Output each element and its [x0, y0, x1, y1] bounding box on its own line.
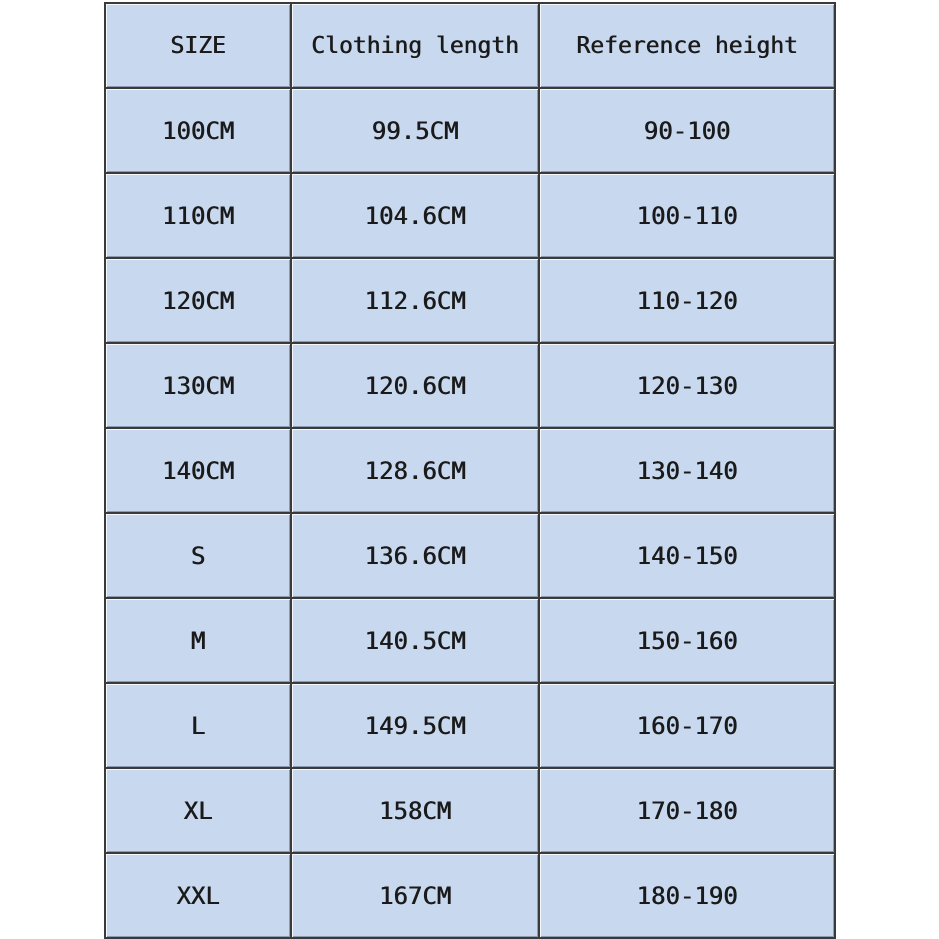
header-row: [105, 3, 835, 88]
table-row: [105, 343, 835, 428]
clothing-length-cell: 99.5CM: [291, 88, 539, 173]
header-reference-height: Reference height: [539, 3, 835, 88]
size-cell: S: [105, 513, 291, 598]
table-row: [105, 428, 835, 513]
reference-height-cell: 130-140: [539, 428, 835, 513]
reference-height-cell: 90-100: [539, 88, 835, 173]
table-row: [105, 258, 835, 343]
size-chart-table: [104, 2, 836, 939]
header-clothing-length: Clothing length: [291, 3, 539, 88]
clothing-length-cell: 149.5CM: [291, 683, 539, 768]
size-cell: 140CM: [105, 428, 291, 513]
clothing-length-cell: 128.6CM: [291, 428, 539, 513]
clothing-length-cell: 120.6CM: [291, 343, 539, 428]
reference-height-cell: 110-120: [539, 258, 835, 343]
size-cell: 110CM: [105, 173, 291, 258]
size-cell: 130CM: [105, 343, 291, 428]
size-cell: XXL: [105, 853, 291, 938]
reference-height-cell: 120-130: [539, 343, 835, 428]
size-cell: 120CM: [105, 258, 291, 343]
reference-height-cell: 100-110: [539, 173, 835, 258]
header-size: SIZE: [105, 3, 291, 88]
table-row: [105, 513, 835, 598]
size-cell: L: [105, 683, 291, 768]
table-row: [105, 598, 835, 683]
reference-height-cell: 170-180: [539, 768, 835, 853]
clothing-length-cell: 136.6CM: [291, 513, 539, 598]
reference-height-cell: 150-160: [539, 598, 835, 683]
table-row: [105, 173, 835, 258]
reference-height-cell: 180-190: [539, 853, 835, 938]
clothing-length-cell: 112.6CM: [291, 258, 539, 343]
size-cell: 100CM: [105, 88, 291, 173]
clothing-length-cell: 140.5CM: [291, 598, 539, 683]
clothing-length-cell: 167CM: [291, 853, 539, 938]
table-row: [105, 683, 835, 768]
clothing-length-cell: 158CM: [291, 768, 539, 853]
clothing-length-cell: 104.6CM: [291, 173, 539, 258]
reference-height-cell: 140-150: [539, 513, 835, 598]
size-cell: M: [105, 598, 291, 683]
size-cell: XL: [105, 768, 291, 853]
table-row: [105, 768, 835, 853]
reference-height-cell: 160-170: [539, 683, 835, 768]
table-row: [105, 853, 835, 938]
table-row: [105, 88, 835, 173]
